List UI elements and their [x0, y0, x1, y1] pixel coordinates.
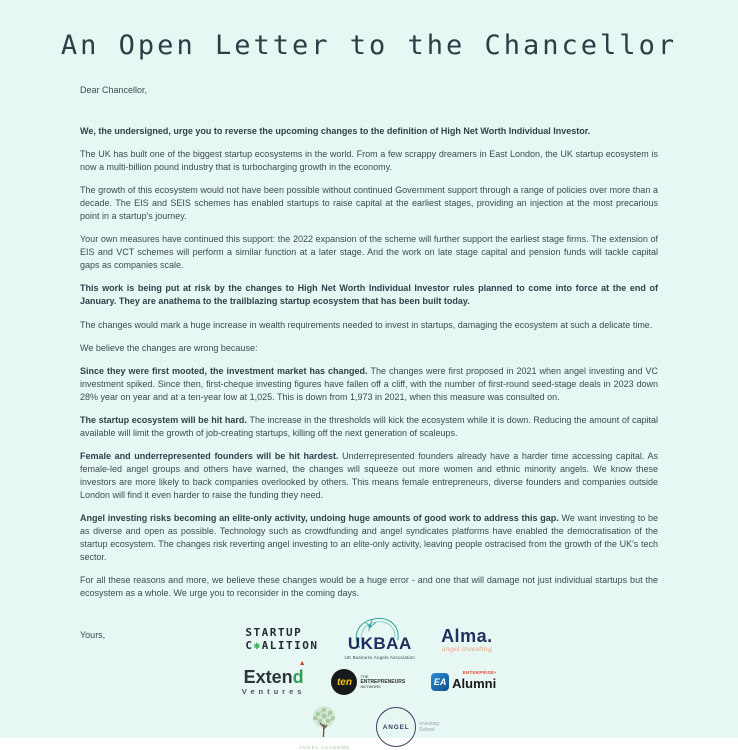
paragraph: The growth of this ecosystem would not have been possible without continued Government support through a range of policies over more than a decade. The EIS and SEIS schemes has enabled startups to raise capital at the earliest stages, providing an injection at the most precarious point in a startup's journey. — [80, 185, 658, 222]
paragraph: The changes would mark a huge increase in wealth requirements needed to invest in startups, damaging the ecosystem at such a delicate time. — [80, 319, 653, 330]
paragraph: The startup ecosystem will be hit hard. The increase in the thresholds will kick the ecosystem while it is down. Reducing the amount of capital available will limit the growth of job-creating startups, killing off the next generation of scaleups. — [80, 414, 659, 438]
angel-academe-logo — [299, 704, 350, 750]
startup-coalition-line1: STARTUP — [245, 625, 303, 639]
closing-row — [80, 618, 658, 750]
angel-investing-school-logo — [376, 707, 439, 747]
ukbaa-logo — [345, 618, 416, 660]
alma-logo — [441, 626, 493, 653]
paragraph: Female and underrepresented founders will be hit hardest. Underrepresented founders already have a harder time accessing capital. As female-led angel groups and others have warned, the changes will squeeze out more women and ethnic minority angels. We know these investors are more likely to back companies overlooked by others. This means female entrepreneurs, diverse founders and companies outside London will find it even harder to raise the funding they need. — [80, 450, 658, 500]
logo-row-3 — [219, 704, 519, 750]
ukbaa-subtitle: UK Business Angels Association — [344, 655, 416, 661]
paragraph: The UK has built one of the biggest startup ecosystems in the world. From a few scrappy dreamers in East London, the UK startup ecosystem is now a multi-billion pound industry that is turbocharging growth in the economy. — [80, 149, 658, 173]
logo-row-1 — [219, 618, 519, 660]
ten-circle-icon: ten — [331, 669, 357, 695]
page-title: An Open Letter to the Chancellor — [60, 30, 678, 61]
paragraph: We believe the changes are wrong because: — [80, 342, 258, 353]
startup-coalition-logo — [245, 626, 318, 654]
entrepreneurs-network-logo — [331, 669, 405, 695]
ea-enterprise-tag: ENTERPRISE• — [462, 670, 497, 676]
extend-ventures-label: Ventures — [241, 687, 306, 697]
extend-wordmark: Extend ▲ — [243, 660, 306, 688]
coalition-star-icon: ✱ — [253, 639, 262, 653]
paragraph: Angel investing risks becoming an elite-only activity, undoing huge amounts of good work to address this gap. We want investing to be as diverse and open as possible. Technology such as crowdfunding and angel syndicates platforms have enabled the democratisation of the startup ecosystem. The changes risk reverting angel investing to an elite-only activity, leaving people ostracised from the growth of the UK's tech sector. — [80, 513, 659, 563]
letter-content — [80, 85, 658, 750]
angel-academe-tree-icon — [304, 704, 344, 744]
paragraph: Your own measures have continued this support: the 2022 expansion of the scheme will further support the earliest stage firms. The extension of EIS and VCT schemes will perform a similar function at a later stage. And the work on late stage capital and pension funds will tackle capital gaps as companies scale. — [80, 234, 658, 271]
ukbaa-name: UKBAA — [347, 634, 412, 654]
angel-academe-label: ANGEL ACADEME — [298, 745, 351, 750]
letter-body — [80, 125, 658, 600]
extend-arrow-icon: ▲ — [298, 660, 306, 668]
angel-circle-icon: ANGEL — [376, 707, 416, 747]
closing-text: Yours, — [80, 630, 106, 641]
ten-wordmark: THE ENTREPRENEURS NETWORK — [360, 674, 406, 690]
ea-alumni-label: Alumni — [452, 676, 497, 692]
startup-coalition-line2: C✱ALITION — [245, 639, 319, 653]
angel-investing-school-label: Investing School — [419, 721, 440, 734]
alma-name: Alma. — [441, 625, 493, 646]
enterprise-alumni-logo — [431, 671, 496, 693]
logo-row-2 — [219, 660, 519, 697]
paragraph: Since they were first mooted, the investment market has changed. The changes were first proposed in 2021 when angel investing and VC investment spiked. Since then, first-cheque investing figures have fallen off a cliff, with the number of first-round seed-stage deals in 2023 down 28% year on year and at a ten-year low at 1,025. This is down from 1,973 in 2021, when this measure was consulted on. — [80, 365, 658, 402]
ea-wordmark — [452, 671, 496, 693]
paragraph: We, the undersigned, urge you to reverse the upcoming changes to the definition of High Net Worth Individual Investor. — [80, 126, 591, 136]
paragraph: For all these reasons and more, we believe these changes would be a huge error - and one that will damage not just individual startups but the ecosystem as a whole. We urge you to reconsider in the coming days. — [80, 575, 658, 599]
signatory-logos — [219, 618, 519, 750]
ea-badge-icon: EA — [431, 673, 449, 691]
salutation: Dear Chancellor, — [80, 85, 148, 95]
alma-tagline: angel investing — [441, 644, 493, 653]
extend-ventures-logo — [241, 660, 306, 697]
paragraph: This work is being put at risk by the changes to High Net Worth Individual Investor rules planned to come into force at the end of January. They are anathema to the trailblazing startup ecosystem that has been built today. — [80, 283, 658, 307]
